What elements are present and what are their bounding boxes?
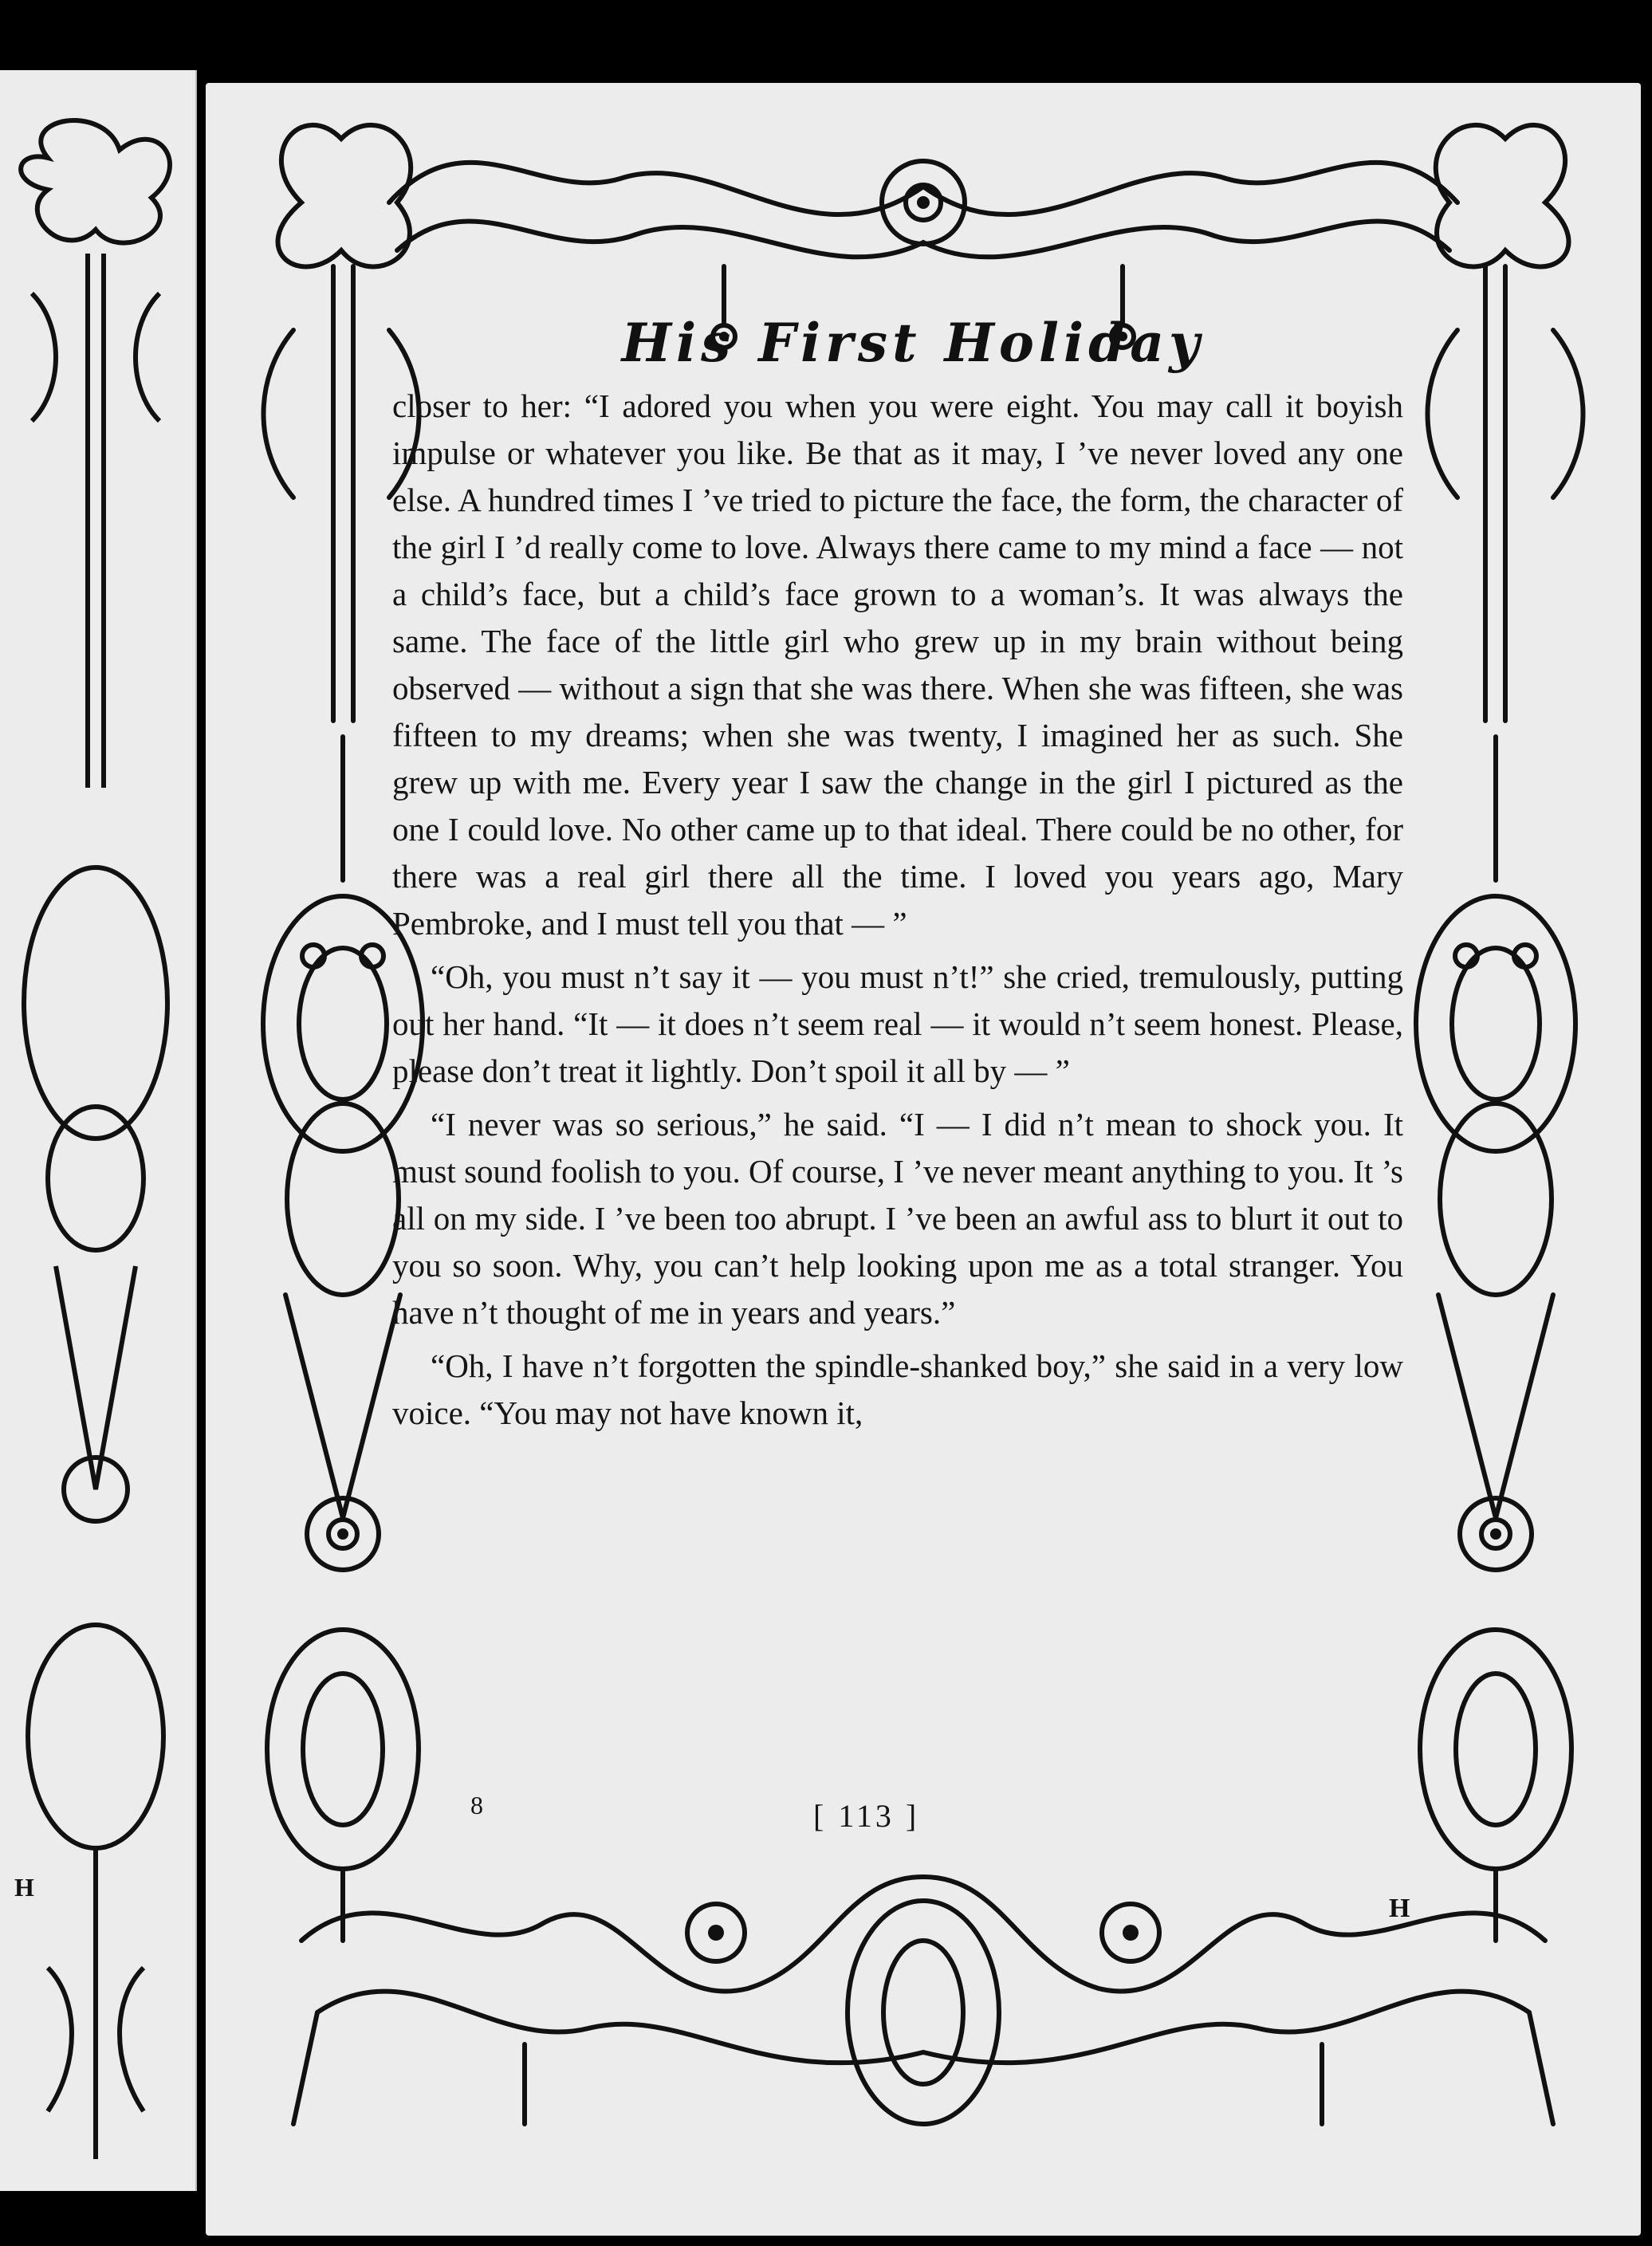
- left-page-letter: H: [14, 1873, 34, 1902]
- page-number: [ 113 ]: [813, 1798, 920, 1834]
- corner-letter: H: [1389, 1894, 1410, 1923]
- body-text: [392, 383, 1403, 1437]
- signature-mark: 8: [470, 1791, 483, 1819]
- facing-page-edge: [0, 70, 197, 2191]
- paragraph: “Oh, you must n’t say it — you must n’t!” she cried, tremulously, putting out her hand. “It — it does n’t seem real — it would n’t seem honest. Please, please don’t treat it lightly. Don’t spoil it all by — ”: [392, 958, 1403, 1089]
- paragraph: closer to her: “I adored you when you were eight. You may call it boyish impulse or whatever you like. Be that as it may, I ’ve never loved any one else. A hundred times I ’ve tried to picture the face, the form, the character of the girl I ’d really come to love. Always there came to my mind a face — not a child’s face, but a child’s face grown to a woman’s. It was always the same. The face of the little girl who grew up in my brain without being observed — without a sign that she was there. When she was fifteen, she was fifteen to my dreams; when she was twenty, I imagined her as such. She grew up with me. Every year I saw the change in the girl I pictured as the one I could love. No other came up to that ideal. There could be no other, for there was a real girl there all the time. I loved you years ago, Mary Pembroke, and I must tell you that — ”: [392, 387, 1403, 942]
- page-title: His First Holiday: [621, 312, 1205, 374]
- paragraph: “I never was so serious,” he said. “I — I did n’t mean to shock you. It must sound foolish to you. Of course, I ’ve never meant anything to you. It ’s all on my side. I ’ve been too abrupt. I ’ve been an awful ass to blurt it out to you so soon. Why, you can’t help looking upon me as a total stranger. You have n’t thought of me in years and years.”: [392, 1106, 1403, 1331]
- left-page-ornament: [0, 70, 195, 2191]
- page-footer: [446, 1791, 1005, 1845]
- paragraph: “Oh, I have n’t forgotten the spindle-shanked boy,” she said in a very low voice. “You may not have known it,: [392, 1347, 1403, 1431]
